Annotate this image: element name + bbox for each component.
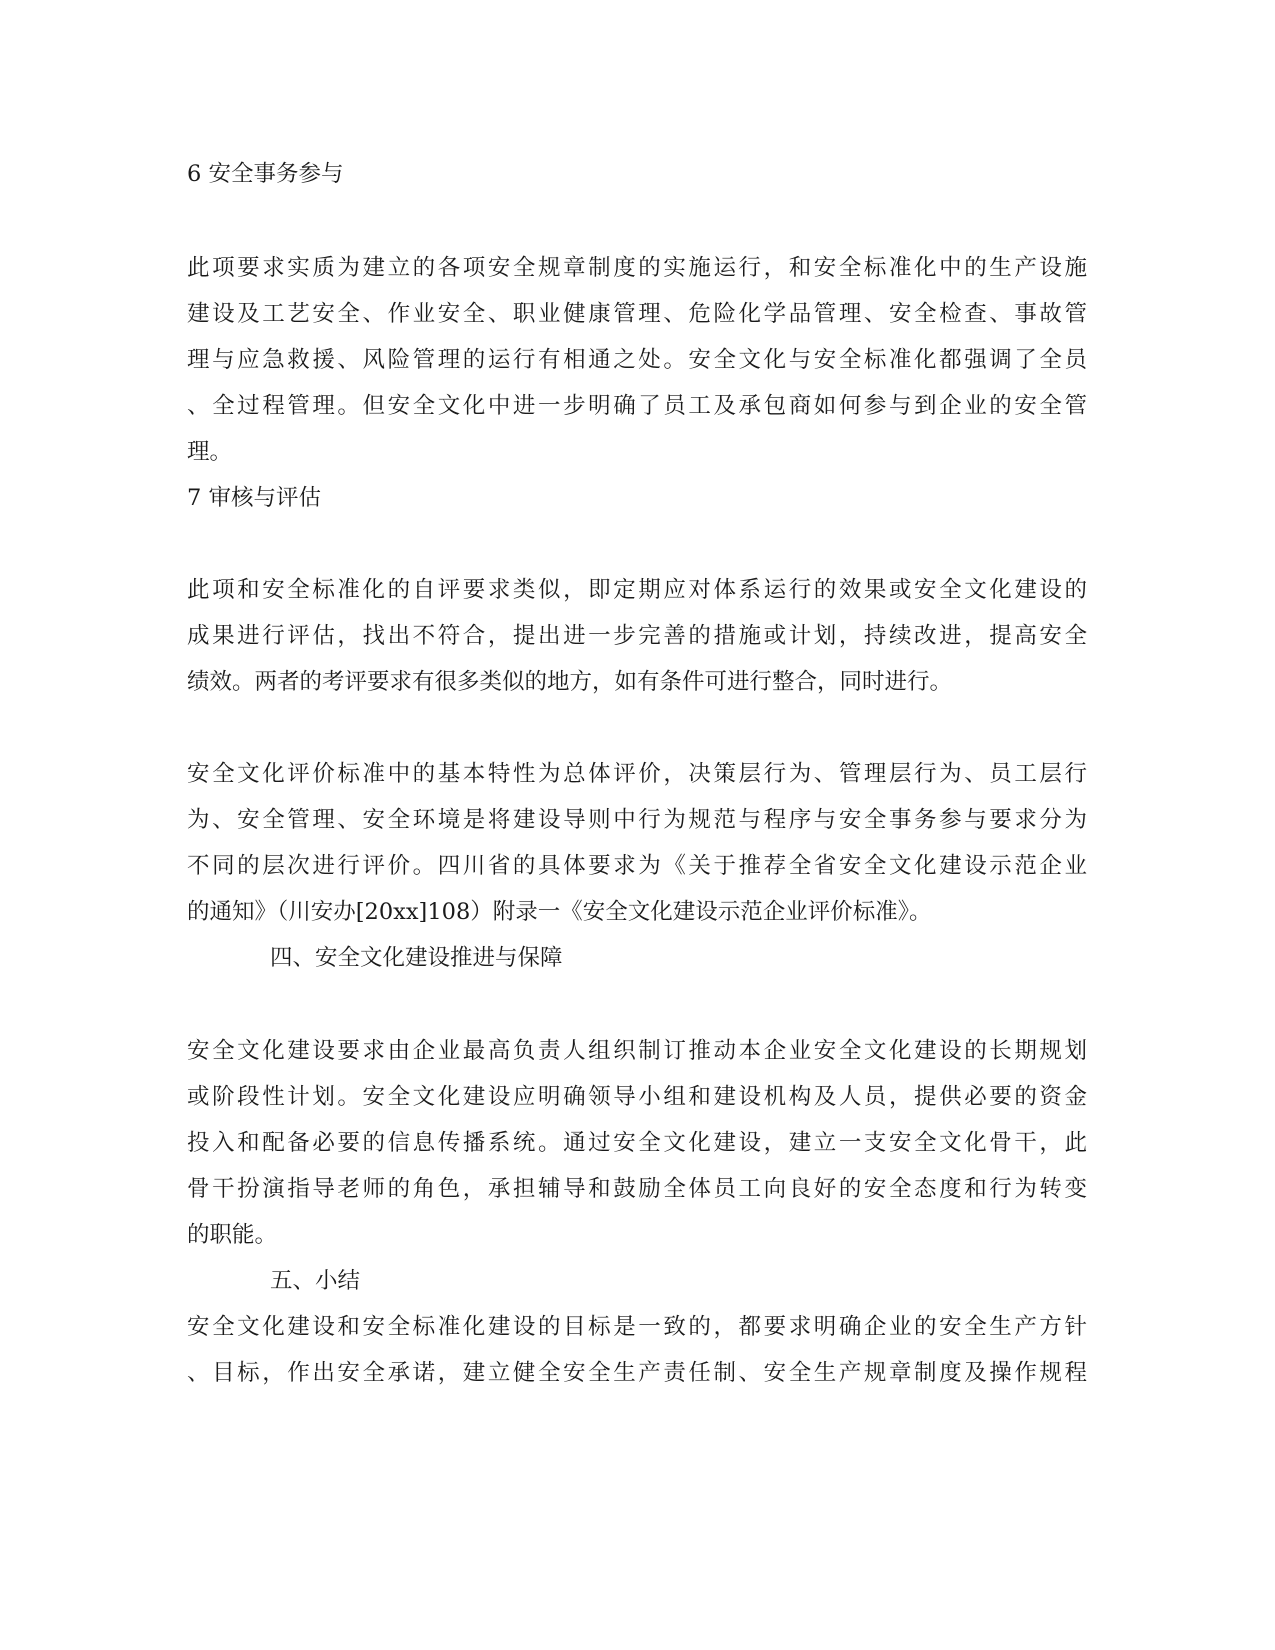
paragraph-line: 理。 bbox=[187, 439, 233, 465]
paragraph-line: 理与应急救援、风险管理的运行有相通之处。安全文化与安全标准化都强调了全员 bbox=[187, 347, 1087, 373]
section-4-heading: 四、安全文化建设推进与保障 bbox=[270, 945, 563, 971]
paragraph-line: 骨干扮演指导老师的角色，承担辅导和鼓励全体员工向良好的安全态度和行为转变 bbox=[187, 1176, 1087, 1202]
paragraph-line: 绩效。两者的考评要求有很多类似的地方，如有条件可进行整合，同时进行。 bbox=[187, 669, 953, 695]
paragraph-line: 安全文化建设和安全标准化建设的目标是一致的，都要求明确企业的安全生产方针 bbox=[187, 1314, 1087, 1340]
paragraph-line: 的职能。 bbox=[187, 1222, 278, 1248]
paragraph-line: 成果进行评估，找出不符合，提出进一步完善的措施或计划，持续改进，提高安全 bbox=[187, 623, 1087, 649]
paragraph-line: 不同的层次进行评价。四川省的具体要求为《关于推荐全省安全文化建设示范企业 bbox=[187, 853, 1087, 879]
paragraph-line: 此项要求实质为建立的各项安全规章制度的实施运行，和安全标准化中的生产设施 bbox=[187, 255, 1087, 281]
paragraph-line: 安全文化评价标准中的基本特性为总体评价，决策层行为、管理层行为、员工层行 bbox=[187, 761, 1087, 787]
section-7-heading: 7 审核与评估 bbox=[187, 485, 321, 511]
paragraph-line: 建设及工艺安全、作业安全、职业健康管理、危险化学品管理、安全检查、事故管 bbox=[187, 301, 1087, 327]
paragraph-line: 此项和安全标准化的自评要求类似，即定期应对体系运行的效果或安全文化建设的 bbox=[187, 577, 1087, 603]
paragraph-line: 的通知》（川安办[20xx]108）附录一《安全文化建设示范企业评价标准》。 bbox=[187, 899, 932, 925]
paragraph-line: 安全文化建设要求由企业最高负责人组织制订推动本企业安全文化建设的长期规划 bbox=[187, 1038, 1087, 1064]
paragraph-line: 、目标，作出安全承诺，建立健全安全生产责任制、安全生产规章制度及操作规程 bbox=[187, 1360, 1087, 1386]
section-5-heading: 五、小结 bbox=[270, 1268, 361, 1294]
paragraph-line: 、全过程管理。但安全文化中进一步明确了员工及承包商如何参与到企业的安全管 bbox=[187, 393, 1087, 419]
paragraph-line: 为、安全管理、安全环境是将建设导则中行为规范与程序与安全事务参与要求分为 bbox=[187, 807, 1087, 833]
paragraph-line: 投入和配备必要的信息传播系统。通过安全文化建设，建立一支安全文化骨干，此 bbox=[187, 1130, 1087, 1156]
paragraph-line: 或阶段性计划。安全文化建设应明确领导小组和建设机构及人员，提供必要的资金 bbox=[187, 1084, 1087, 1110]
section-6-heading: 6 安全事务参与 bbox=[187, 161, 344, 187]
